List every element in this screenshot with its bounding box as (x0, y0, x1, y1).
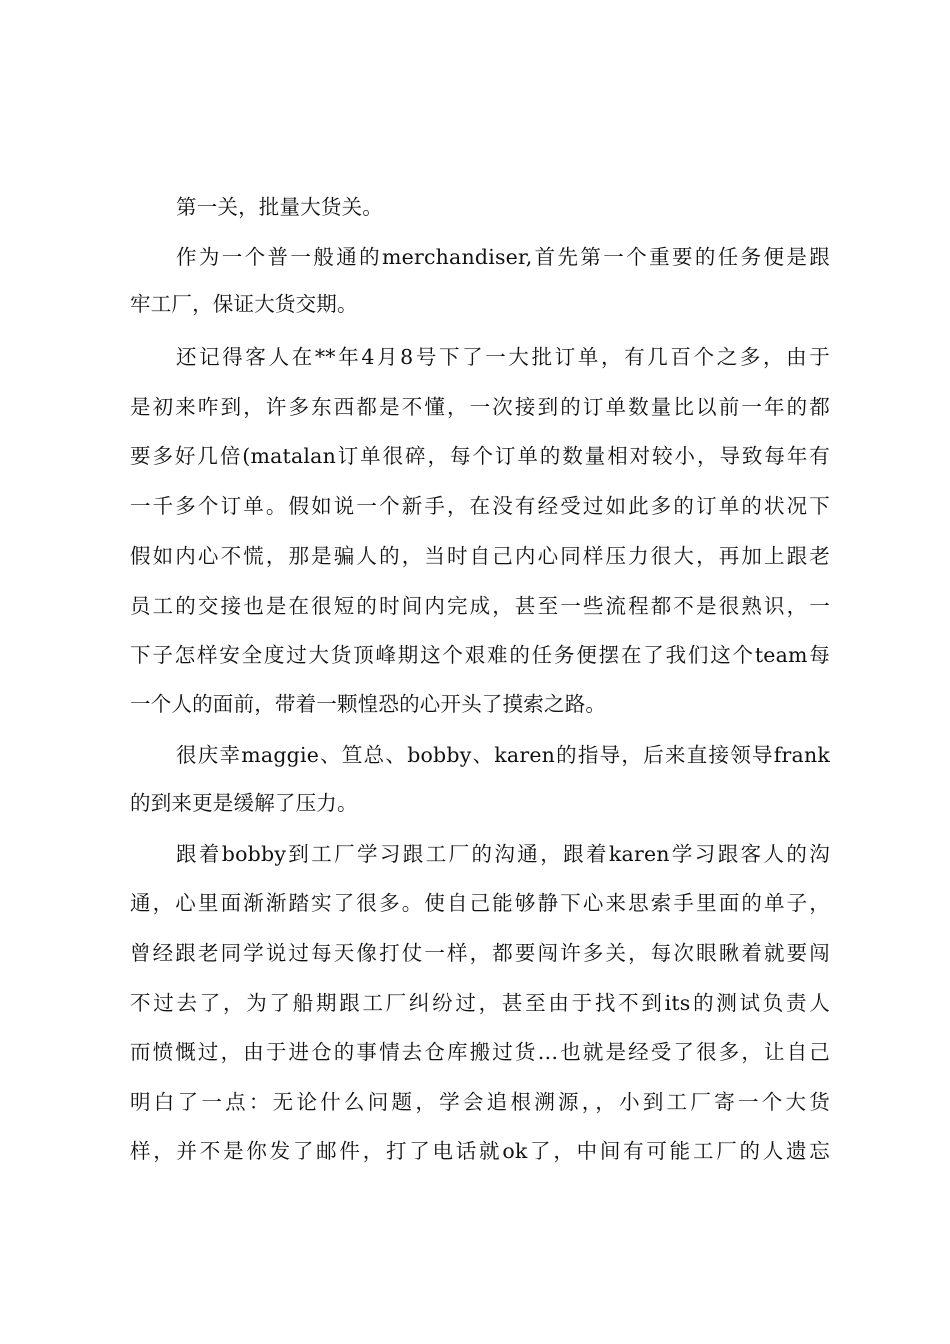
paragraph-5-line-2: 通，心里面渐渐踏实了很多。使自己能够静下心来思索手里面的单子， (130, 891, 830, 915)
paragraph-5-line-5: 而愤慨过，由于进仓的事情去仓库搬过货…也就是经受了很多，让自己 (130, 1040, 830, 1064)
paragraph-4-line-1: 很庆幸maggie、笪总、bobby、karen的指导，后来直接领导frank (176, 743, 830, 767)
paragraph-3-line-4: 一千多个订单。假如说一个新手，在没有经受过如此多的订单的状况下 (130, 494, 830, 518)
paragraph-5-line-4: 不过去了，为了船期跟工厂纠纷过，甚至由于找不到its的测试负责人 (130, 991, 830, 1015)
paragraph-5-line-3: 曾经跟老同学说过每天像打仗一样，都要闯许多关，每次眼瞅着就要闯 (130, 941, 830, 965)
paragraph-5-line-1: 跟着bobby到工厂学习跟工厂的沟通，跟着karen学习跟客人的沟 (176, 842, 830, 866)
paragraph-2-line-2: 牢工厂，保证大货交期。 (130, 292, 358, 316)
paragraph-5-line-7: 样，并不是你发了邮件，打了电话就ok了，中间有可能工厂的人遗忘 (130, 1139, 830, 1163)
paragraph-5-line-6: 明白了一点：无论什么问题，学会追根溯源，，小到工厂寄一个大货 (130, 1090, 830, 1114)
paragraph-1-line-1: 第一关，批量大货关。 (176, 195, 383, 219)
paragraph-3-line-1: 还记得客人在**年4月8号下了一大批订单，有几百个之多，由于 (176, 345, 830, 369)
paragraph-3-line-7: 下子怎样安全度过大货顶峰期这个艰难的任务便摆在了我们这个team每 (130, 643, 830, 667)
paragraph-3-line-5: 假如内心不慌，那是骗人的，当时自己内心同样压力很大，再加上跟老 (130, 544, 830, 568)
paragraph-3-line-6: 员工的交接也是在很短的时间内完成，甚至一些流程都不是很熟识，一 (130, 594, 830, 618)
paragraph-2-line-1: 作为一个普一般通的merchandiser,首先第一个重要的任务便是跟 (176, 245, 830, 269)
paragraph-4-line-2: 的到来更是缓解了压力。 (130, 791, 358, 815)
paragraph-3-line-8: 一个人的面前，带着一颗惶恐的心开头了摸索之路。 (130, 692, 607, 716)
paragraph-3-line-3: 要多好几倍(matalan订单很碎，每个订单的数量相对较小，导致每年有 (130, 444, 830, 468)
paragraph-3-line-2: 是初来咋到，许多东西都是不懂，一次接到的订单数量比以前一年的都 (130, 395, 830, 419)
